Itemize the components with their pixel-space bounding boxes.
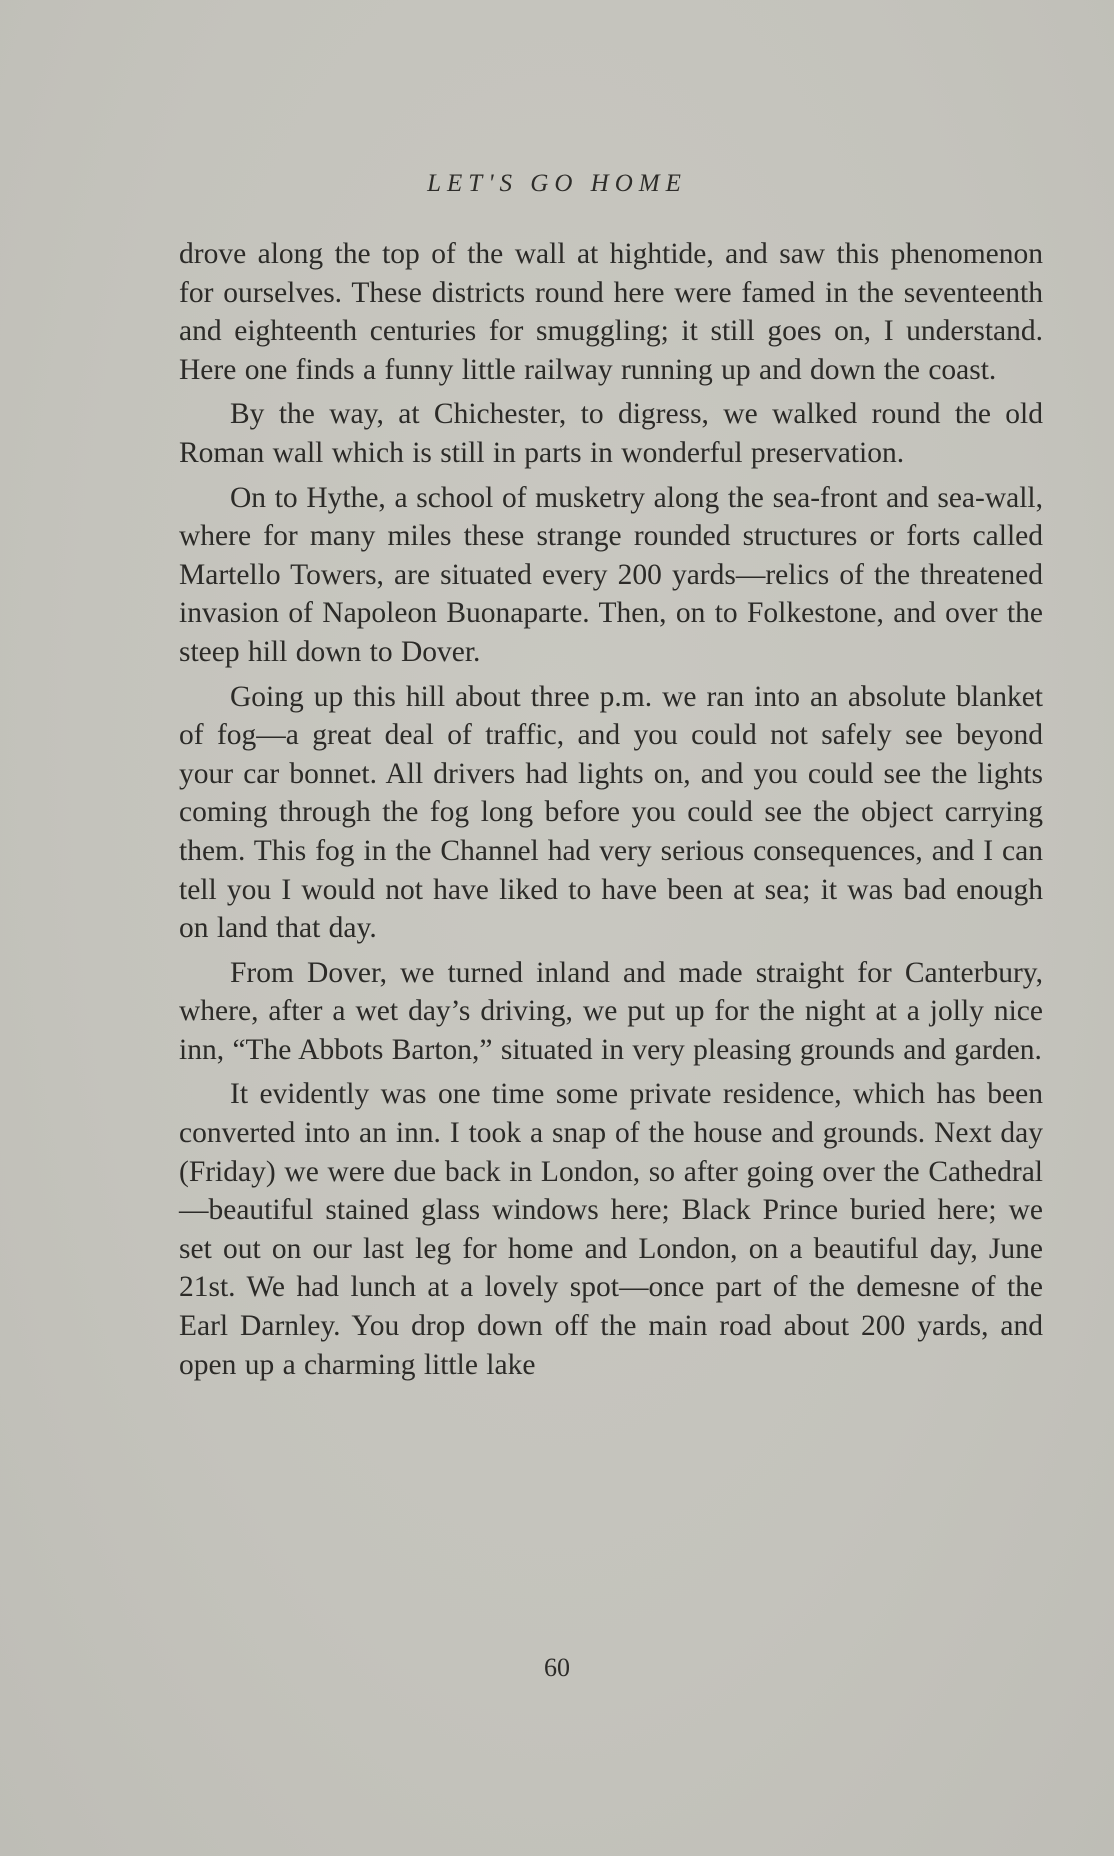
page-number: 60 <box>544 1653 570 1682</box>
paragraph: On to Hythe, a school of musketry along the sea-front and sea-wall, where for many miles these strange rounded structures or forts called Martello Towers, are situated every 200 yards—relics of the threatened invasion of Napoleon Buonaparte. Then, on to Folkestone, and over the steep hill down to Dover. <box>179 481 1043 668</box>
paragraph: drove along the top of the wall at hightide, and saw this phenomenon for ourselves. These districts round here were famed in the seventeenth and eighteenth centuries for smuggling; it still goes on, I understand. Here one finds a funny little railway running up and down the coast. <box>179 238 1043 386</box>
paragraph: From Dover, we turned inland and made straight for Canterbury, where, after a wet day’s driving, we put up for the night at a jolly nice inn, “The Abbots Barton,” situated in very pleasing grounds and garden. <box>179 956 1043 1066</box>
running-head: LET'S GO HOME <box>427 170 687 197</box>
body-text <box>179 235 1043 1390</box>
paragraph: It evidently was one time some private residence, which has been converted into an inn. I took a snap of the house and grounds. Next day (Friday) we were due back in London, so after going over the Cathedral—beautiful stained glass windows here; Black Prince buried here; we set out on our last leg for home and London, on a beautiful day, June 21st. We had lunch at a lovely spot—once part of the demesne of the Earl Darnley. You drop down off the main road about 200 yards, and open up a charming little lake <box>179 1078 1043 1381</box>
paragraph: By the way, at Chichester, to digress, we walked round the old Roman wall which is still in parts in wonderful preservation. <box>179 398 1043 469</box>
paragraph: Going up this hill about three p.m. we ran into an absolute blanket of fog—a great deal of traffic, and you could not safely see beyond your car bonnet. All drivers had lights on, and you could see the lights coming through the fog long before you could see the object carrying them. This fog in the Channel had very serious consequences, and I can tell you I would not have liked to have been at sea; it was bad enough on land that day. <box>179 680 1043 945</box>
